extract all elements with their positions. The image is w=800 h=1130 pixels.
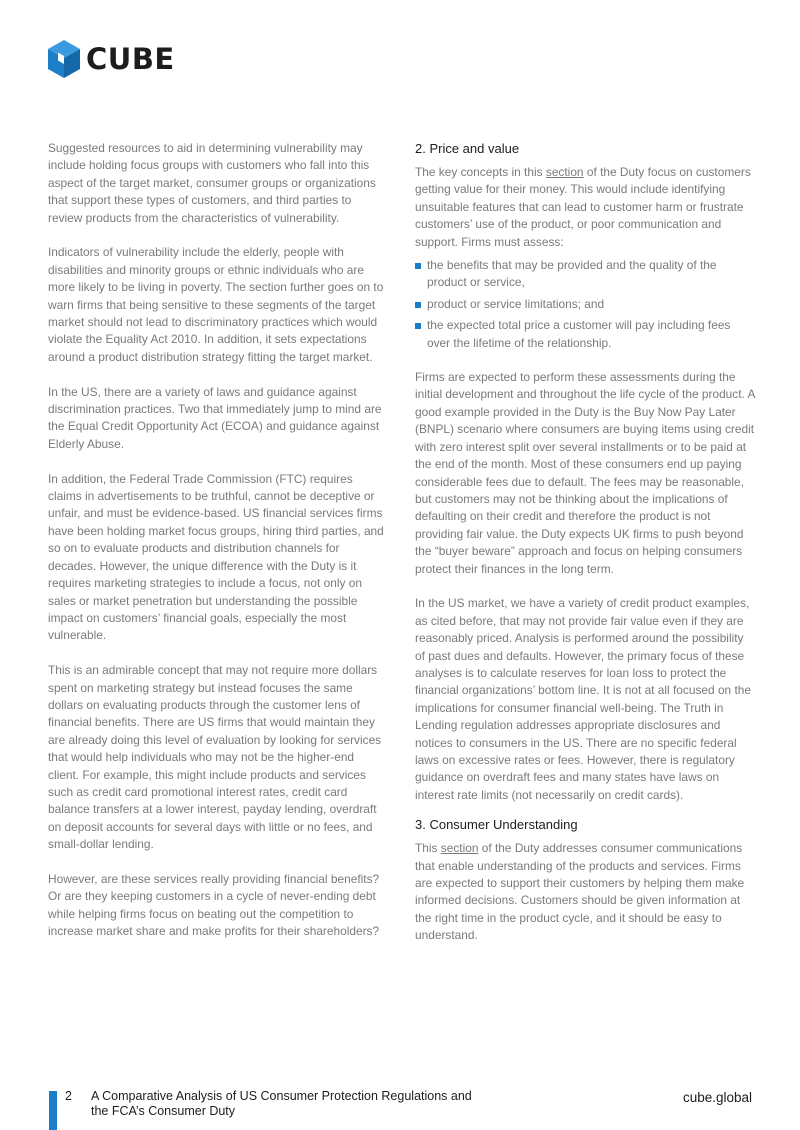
section-heading-price-value: 2. Price and value (415, 141, 520, 156)
paragraph: Firms are expected to perform these assessments during the initial development and throughout the life cycle of the product. A good example provided in the Duty is the Buy Now Pay Later (BNPL) scenario where consumers are buying items using credit with zero interest split over several installments or to be paid at the end of the month. Most of these consumers end up paying considerable fees due to default. The fees may be reasonable, but customers may not be thinking about the implications of defaulting on their credit and therefore the product is not providing fair value. the Duty expects UK firms to push beyond the “buyer beware” approach and focus on helping consumers protect their finances in the long term. (415, 370, 755, 576)
left-column (48, 140, 388, 958)
section-link[interactable]: section (545, 165, 584, 179)
section-link[interactable]: section (440, 841, 479, 856)
document-title: A Comparative Analysis of US Consumer Protection Regulations and the FCA’s Consumer Duty (91, 1089, 472, 1118)
website-link[interactable]: cube.global (682, 1090, 752, 1105)
intro-text: This (415, 841, 441, 856)
cube-logo (47, 39, 175, 79)
bullet-square-icon (415, 302, 421, 308)
list-item-text: the benefits that may be provided and the quality of the product or service, (427, 258, 717, 290)
list-item-text: product or service limitations; and (427, 296, 605, 311)
intro-text: of the Duty addresses consumer communications that enable understanding of the products and services. Firms are expected to support their customers by helping them make informed decisions. Customers should be given information at the right time in the product cycle, and it should be easy to understand. (415, 841, 745, 943)
intro-text: The key concepts in this (415, 165, 546, 179)
list-item (415, 257, 755, 292)
paragraph: Suggested resources to aid in determining vulnerability may include holding focus groups with customers who fall into this aspect of the target market, consumer groups or organizations that support these types of customers, and third parties to review products from the characteristics of vulnerability. (48, 141, 376, 225)
cube-icon (47, 39, 81, 79)
section-intro (415, 840, 755, 944)
paragraph: However, are these services really providing financial benefits? Or are they keeping customers in a cycle of never-ending debt while helping firms focus on beating out the competition to increase market share and make profits for their shareholders? (48, 871, 380, 939)
list-item (415, 296, 755, 313)
assessment-list (415, 257, 755, 352)
list-item-text: the expected total price a customer will pay including fees over the lifetime of the relationship. (427, 318, 731, 350)
footer-accent-bar (49, 1091, 57, 1130)
bullet-square-icon (415, 263, 421, 269)
bullet-square-icon (415, 323, 421, 329)
list-item (415, 317, 755, 352)
section-intro (415, 164, 755, 251)
brand-name: CUBE (86, 42, 175, 76)
page-number: 2 (65, 1089, 72, 1103)
right-column (415, 140, 755, 962)
section-heading-consumer-understanding: 3. Consumer Understanding (415, 817, 578, 833)
paragraph: This is an admirable concept that may not require more dollars spent on marketing strategy but instead focuses the same dollars on evaluating products through the customer lens of financial benefits. There are US firms that would maintain they are already doing this level of evaluation by looking for services that would help individuals who may not be the higher-end client. For example, this might include products and services such as credit card promotional interest rates, credit card balance transfers at a lower interest, payday lending, overdraft on deposit accounts for several days with little or no fees, and small-dollar lending. (48, 663, 382, 852)
page-footer (0, 1088, 800, 1130)
intro-text: of the Duty focus on customers getting value for their money. This would include identifying unsuitable features that can lead to customer harm or frustrate customers’ use of the product, or poor communication and support. Firms must assess: (415, 165, 751, 249)
paragraph: Indicators of vulnerability include the elderly, people with disabilities and minority groups or ethnic individuals who are more likely to be living in poverty. The section further goes on to warn firms that being sensitive to these segments of the target market should not lead to discriminatory practices which would violate the Equality Act 2010. In addition, it sets expectations around a product distribution strategy fitting the target market. (48, 245, 384, 364)
paragraph: In the US market, we have a variety of credit product examples, as cited before, that may not provide fair value even if they are reasonably priced. Analysis is performed around the possibility of past dues and defaults. However, the primary focus of these analyses is to calculate reserves for loan loss to protect the financial organizations’ bottom line. It is not at all focused on the implications for consumer financial well-being. The Truth in Lending regulation addresses appropriate disclosures and notices to consumers in the US. There are no specific federal laws on excessive rates or fees. However, there is regulatory guidance on overdraft fees and many states have laws on interest rate limits (not necessarily on credit cards). (415, 596, 751, 802)
paragraph: In addition, the Federal Trade Commission (FTC) requires claims in advertisements to be truthful, cannot be deceptive or unfair, and must be evidence-based. US financial services firms have been holding market focus groups, hiring third parties, and so on to evaluate products and distribution channels for decades. However, the unique difference with the Duty is it requires marketing strategies to include a focus, not only on sales or market penetration but understanding the possible impact on customers’ financial goals, especially the most vulnerable. (48, 471, 384, 643)
paragraph: In the US, there are a variety of laws and guidance against discrimination practices. Two that immediately jump to mind are the Equal Credit Opportunity Act (ECOA) and guidance against Elderly Abuse. (48, 384, 382, 451)
